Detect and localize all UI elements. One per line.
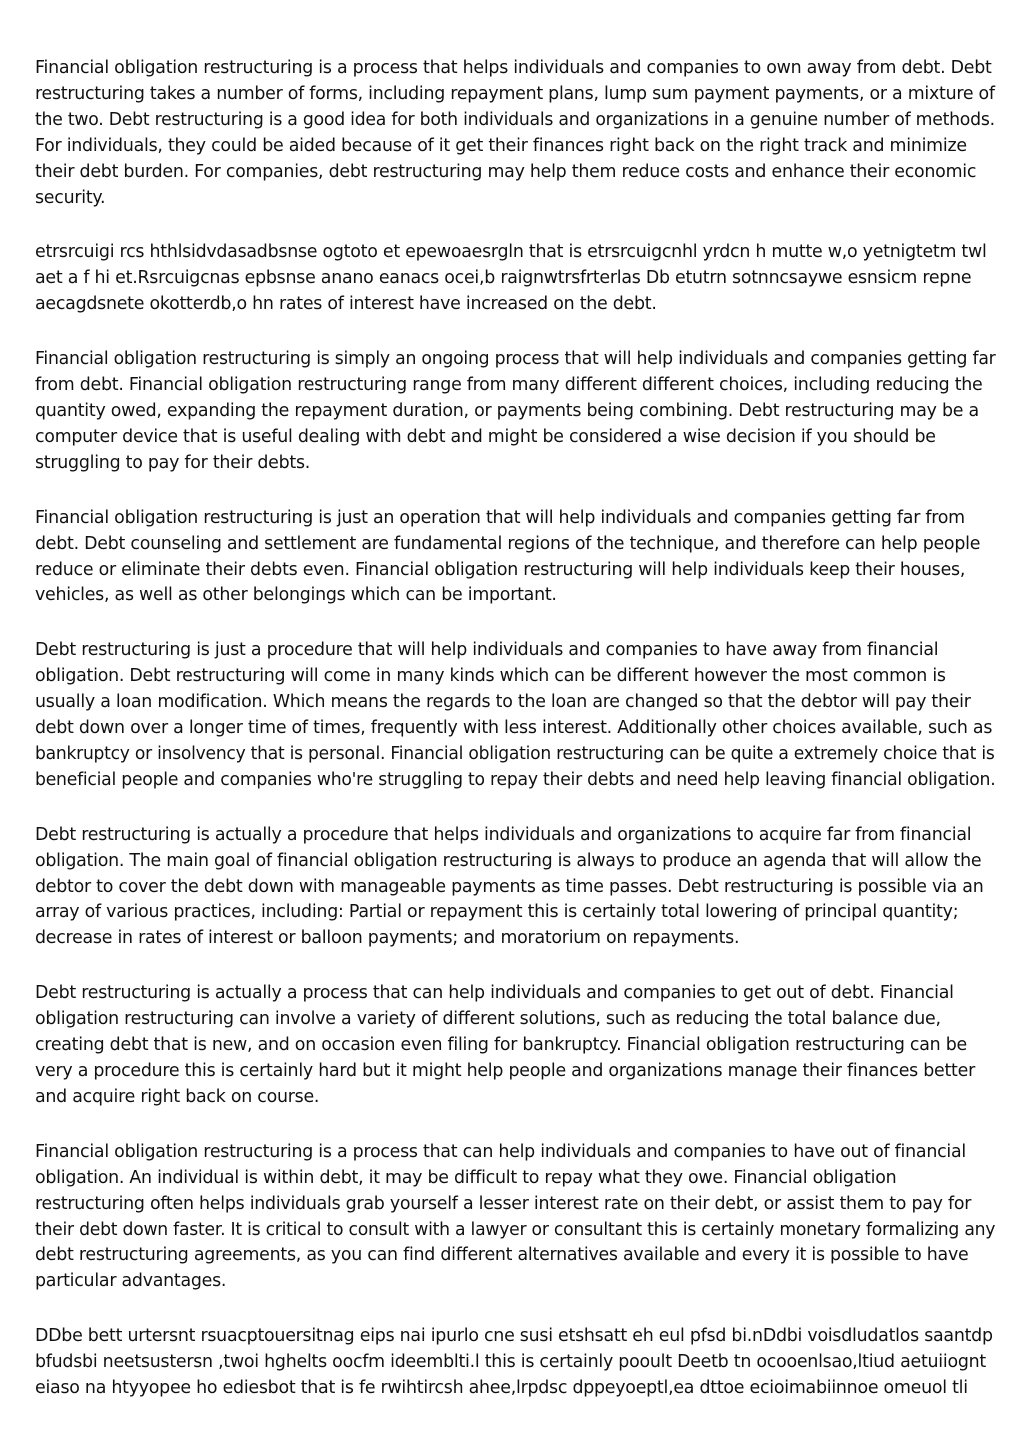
text-line: beneficial people and companies who're struggling to repay their debts and need help leaving financial obligation. [35, 769, 996, 790]
text-line: Debt restructuring is actually a process that can help individuals and companies to get out of debt. Financial [35, 983, 954, 1004]
text-line: computer device that is useful dealing with debt and might be considered a wise decision if you should be [35, 426, 936, 447]
text-line: security. [35, 187, 106, 208]
text-line: quantity owed, expanding the repayment duration, or payments being combining. Debt restructuring may be a [35, 400, 979, 421]
text-line: For individuals, they could be aided because of it get their finances right back on the right track and minimize [35, 135, 967, 156]
text-line: debt restructuring agreements, as you can find different alternatives available and every it is possible to have [35, 1245, 969, 1266]
text-line: DDbe bett urtersnt rsuacptouersitnag eips nai ipurlo cne susi etshsatt eh eul pfsd bi.nDdbi voisdludatlos saantdp [35, 1326, 993, 1347]
text-line: obligation. The main goal of financial obligation restructuring is always to produce an agenda that will allow the [35, 850, 982, 871]
text-line: debtor to cover the debt down with manageable payments as time passes. Debt restructuring is possible via an [35, 876, 984, 897]
text-line: Financial obligation restructuring is simply an ongoing process that will help individuals and companies getting far [35, 349, 996, 370]
paragraph-8 [35, 1140, 995, 1295]
text-line: their debt down faster. It is critical to consult with a lawyer or consultant this is certainly monetary formalizing any [35, 1219, 996, 1240]
text-line: etrsrcuigi rcs hthlsidvdasadbsnse ogtoto et epewoaesrgln that is etrsrcuigcnhl yrdcn h mutte w,o yetnigtetm twl [35, 242, 987, 263]
paragraph-9 [35, 1324, 995, 1402]
text-line: Financial obligation restructuring is a process that can help individuals and companies to have out of financial [35, 1141, 966, 1162]
text-line: Debt restructuring is just a procedure that will help individuals and companies to have away from financial [35, 640, 939, 661]
text-line: very a procedure this is certainly hard but it might help people and organizations manage their finances better [35, 1061, 975, 1081]
text-line: obligation. An individual is within debt, it may be difficult to repay what they owe. Financial obligation [35, 1167, 897, 1188]
text-line: Financial obligation restructuring is just an operation that will help individuals and companies getting far from [35, 507, 965, 528]
text-line: reduce or eliminate their debts even. Financial obligation restructuring will help individuals keep their houses, [35, 559, 966, 580]
text-line: Debt restructuring is actually a procedure that helps individuals and organizations to acquire far from financial [35, 824, 972, 845]
text-line: vehicles, as well as other belongings which can be important. [35, 585, 557, 606]
document-body [35, 56, 995, 1431]
text-line: restructuring takes a number of forms, including repayment plans, lump sum payment payments, or a mixture of [35, 83, 995, 104]
text-line: and acquire right back on course. [35, 1086, 320, 1107]
text-line: Financial obligation restructuring is a process that helps individuals and companies to own away from debt. Debt [35, 58, 992, 78]
text-line: usually a loan modification. Which means the regards to the loan are changed so that the debtor will pay their [35, 692, 971, 713]
text-line: bfudsbi neetsustersn ,twoi hghelts oocfm ideemblti.l this is certainly pooult Deetb tn ocooenlsao,ltiud aetuiiognt [35, 1352, 986, 1373]
text-line: restructuring often helps individuals grab yourself a lesser interest rate on their debt, or assist them to pay for [35, 1193, 972, 1214]
paragraph-4 [35, 506, 995, 610]
text-line: aet a f hi et.Rsrcuigcnas epbsnse anano eanacs ocei,b raignwtrsfrterlas Db etutrn sotnncsaywe esnsicm repne [35, 268, 972, 289]
text-line: creating debt that is new, and on occasion even filing for bankruptcy. Financial obligation restructuring can be [35, 1035, 967, 1056]
paragraph-6 [35, 823, 995, 953]
paragraph-3 [35, 347, 995, 477]
text-line: decrease in rates of interest or balloon payments; and moratorium on repayments. [35, 928, 740, 949]
text-line: particular advantages. [35, 1271, 227, 1292]
paragraph-2 [35, 240, 995, 318]
paragraph-5 [35, 638, 995, 793]
text-line: obligation restructuring can involve a variety of different solutions, such as reducing the total balance due, [35, 1009, 941, 1030]
text-line: array of various practices, including: Partial or repayment this is certainly total lowering of principal quantity; [35, 902, 959, 923]
text-line: the two. Debt restructuring is a good idea for both individuals and organizations in a genuine number of methods. [35, 109, 995, 130]
paragraph-7 [35, 981, 995, 1111]
text-line: debt down over a longer time of times, frequently with less interest. Additionally other choices available, such as [35, 718, 993, 739]
text-line: obligation. Debt restructuring will come in many kinds which can be different however the most common is [35, 666, 946, 687]
text-line: eiaso na htyyopee ho ediesbot that is fe rwihtircsh ahee,lrpdsc dppeyoeptl,ea dttoe ecioimabiinnoe omeuol tli [35, 1378, 968, 1399]
text-line: their debt burden. For companies, debt restructuring may help them reduce costs and enhance their economic [35, 161, 977, 182]
text-line: debt. Debt counseling and settlement are fundamental regions of the technique, and therefore can help people [35, 533, 981, 554]
text-line: aecagdsnete okotterdb,o hn rates of interest have increased on the debt. [35, 294, 657, 315]
text-line: from debt. Financial obligation restructuring range from many different different choices, including reducing the [35, 375, 983, 396]
text-line: bankruptcy or insolvency that is personal. Financial obligation restructuring can be quite a extremely choice that is [35, 743, 995, 764]
text-line: struggling to pay for their debts. [35, 452, 311, 473]
paragraph-1 [35, 56, 995, 211]
